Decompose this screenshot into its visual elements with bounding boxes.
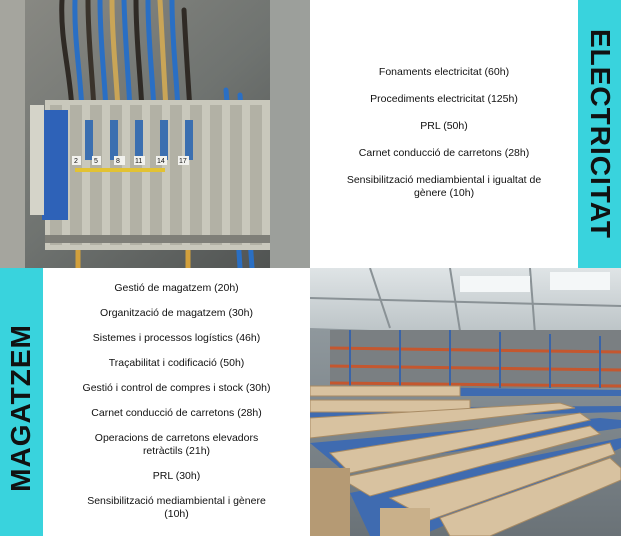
- course-item: Operacions de carretons elevadors retràctils (21h): [94, 432, 259, 457]
- course-item: Carnet conducció de carretons (28h): [358, 147, 530, 159]
- course-item: Procediments electricitat (125h): [370, 93, 518, 105]
- electrical-terminal-illustration: [0, 0, 310, 268]
- magatzem-title-band: [0, 268, 43, 536]
- terminal-number: 11: [135, 158, 143, 165]
- course-item: Sensibilització mediambiental i igualtat de gènere (10h): [346, 174, 542, 199]
- course-item: PRL (30h): [152, 470, 201, 482]
- course-item: PRL (50h): [420, 120, 468, 132]
- electricitat-courses-panel: [310, 0, 578, 268]
- warehouse-photo: [310, 268, 621, 536]
- terminal-number: 2: [74, 158, 78, 165]
- course-item: Organització de magatzem (30h): [100, 307, 253, 319]
- electricitat-course-list: [310, 66, 578, 200]
- course-item: Sensibilització mediambiental i gènere (10h): [87, 495, 266, 520]
- magatzem-course-list: [43, 282, 310, 521]
- warehouse-illustration: [310, 268, 621, 536]
- electricitat-title: ELECTRICITAT: [585, 28, 616, 240]
- terminal-number: 5: [94, 158, 98, 165]
- magatzem-title: MAGATZEM: [5, 324, 36, 492]
- course-item: Traçabilitat i codificació (50h): [108, 357, 245, 369]
- terminal-number: 17: [179, 158, 187, 165]
- electricitat-title-band: [578, 0, 621, 268]
- electrical-photo: [0, 0, 310, 268]
- magatzem-courses-panel: [43, 268, 310, 536]
- terminal-number: 14: [157, 158, 165, 165]
- course-item: Carnet conducció de carretons (28h): [91, 407, 262, 419]
- course-item: Gestió de magatzem (20h): [114, 282, 239, 294]
- course-item: Gestió i control de compres i stock (30h): [82, 382, 271, 394]
- course-item: Fonaments electricitat (60h): [378, 66, 510, 78]
- terminal-number: 8: [116, 158, 120, 165]
- course-item: Sistemes i processos logístics (46h): [92, 332, 261, 344]
